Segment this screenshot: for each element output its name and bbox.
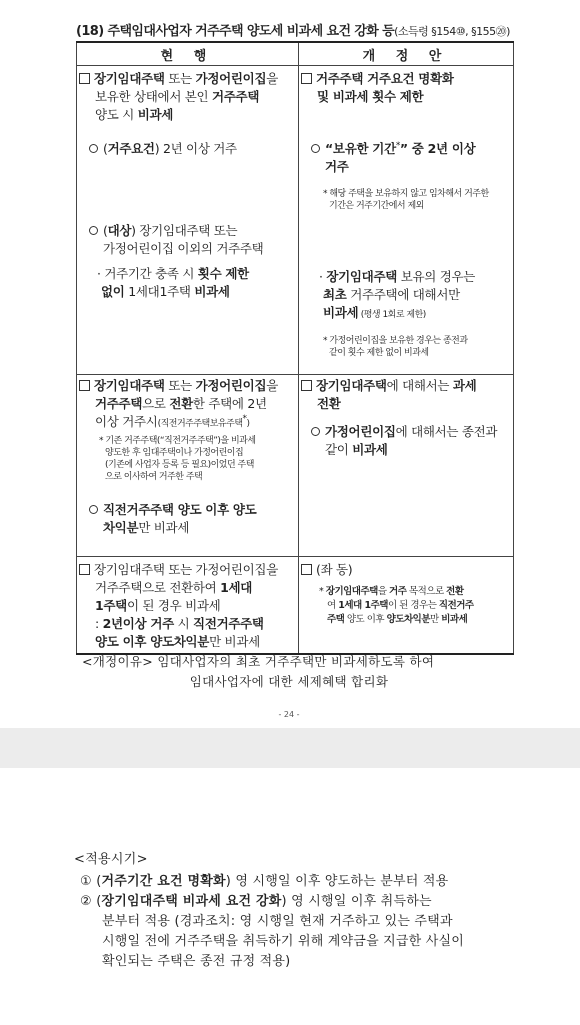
revision-reason-line-1: <개정이유> 임대사업자의 최초 거주주택만 비과세하도록 하여 [82,654,435,669]
proposed-item-2: 장기임대주택에 대해서는 과세 전환 [301,377,513,413]
checkbox-square-icon [301,380,312,391]
current-no-limit: · 거주기간 충족 시 횟수 제한 없이 1세대1주택 비과세 [97,266,249,299]
current-note-3: * 기존 거주주택(“직전거주주택”)을 비과세 양도한 후 임대주택이나 가정어린이집 (기존에 사업자 등록 등 필요)이었던 주택 으로 이사하여 거주한 주택 [99,436,256,482]
circle-bullet-icon [311,144,320,153]
proposed-item-1: 거주주택 거주요건 명확화 및 비과세 횟수 제한 [301,70,513,106]
circle-bullet-icon [311,427,320,436]
table-header-row [77,42,514,66]
current-item-2: 장기임대주택 또는 가정어린이집을 거주주택으로 전환한 주택에 2년 이상 거주시(직전거주주택보유주택*) [79,377,299,431]
current-item-3: 장기임대주택 또는 가정어린이집을 거주주택으로 전환하여 1세대 1주택이 된 경우 비과세 : 2년이상 거주 시 직전거주주택 양도 이후 양도차익분만 비과세 [79,561,299,651]
checkbox-square-icon [79,73,90,84]
table-row [77,66,514,375]
table-row [77,557,514,654]
circle-bullet-icon [89,144,98,153]
proposed-note-4: * 장기임대주택을 거주 목적으로 전환 여 1세대 1주택이 된 경우는 직전거주 주택 양도 이후 양도차익분만 비과세 [319,586,474,625]
current-residence-requirement: (거주요건) 2년 이상 거주 [89,140,294,158]
current-cell-2 [77,375,299,557]
current-target: (대상) 장기임대주택 또는 가정어린이집 이외의 거주주택 [89,222,294,258]
checkbox-square-icon [301,564,312,575]
header-proposed: 개 정 안 [299,42,514,66]
proposed-item-3: (좌 동) [301,561,513,579]
circle-bullet-icon [89,505,98,514]
proposed-cell-1 [299,66,514,375]
checkbox-square-icon [301,73,312,84]
proposed-holding-period: “보유한 기간*” 중 2년 이상 거주 [311,140,513,176]
proposed-note-2: * 가정어린이집을 보유한 경우는 종전과 같이 횟수 제한 없이 비과세 [323,336,468,358]
document-page-1 [8,0,570,728]
revision-reason-line-2: 임대사업자에 대한 세제혜택 합리화 [189,674,389,689]
page-number: - 24 - [278,710,300,719]
header-current: 현 행 [77,42,299,66]
section-title-text: (18) 주택임대사업자 거주주택 양도세 비과세 요건 강화 등 [76,24,395,39]
current-item-1: 장기임대주택 또는 가정어린이집을 보유한 상태에서 본인 거주주택 양도 시 비과세 [79,70,299,124]
current-gain-only: 직전거주주택 양도 이후 양도 차익분만 비과세 [89,501,297,537]
current-cell-1 [77,66,299,375]
proposed-daycare: 가정어린이집에 대해서는 종전과 같이 비과세 [311,423,513,459]
law-reference: (소득령 §154⑩, §155⑳) [394,25,510,38]
table-row [77,375,514,557]
proposed-cell-2 [299,375,514,557]
document-page-2 [8,768,570,1025]
current-cell-3 [77,557,299,654]
apply-item-1: ① (거주기간 요건 명확화) 영 시행일 이후 양도하는 분부터 적용 [80,874,449,889]
checkbox-square-icon [79,564,90,575]
proposed-cell-3 [299,557,514,654]
apply-period-title: <적용시기> [74,852,148,867]
apply-item-2: ② (장기임대주택 비과세 요건 강화) 영 시행일 이후 취득하는 분부터 적용 (경과조치: 영 시행일 현재 거주하고 있는 주택과 시행일 전에 거주주택을 취득하기 위해 계약금을 지급한 사실이 확인되는 주택은 종전 규정 적용) [80,894,465,969]
page-separator [0,728,580,768]
section-title [76,20,510,39]
checkbox-square-icon [79,380,90,391]
proposed-first-residence: · 장기임대주택 보유의 경우는 최초 거주주택에 대해서만 비과세 (평생 1회로 제한) [319,269,476,320]
proposed-note-1: * 해당 주택을 보유하지 않고 임차해서 거주한 기간은 거주기간에서 제외 [323,189,489,211]
comparison-table [76,41,514,655]
circle-bullet-icon [89,226,98,235]
